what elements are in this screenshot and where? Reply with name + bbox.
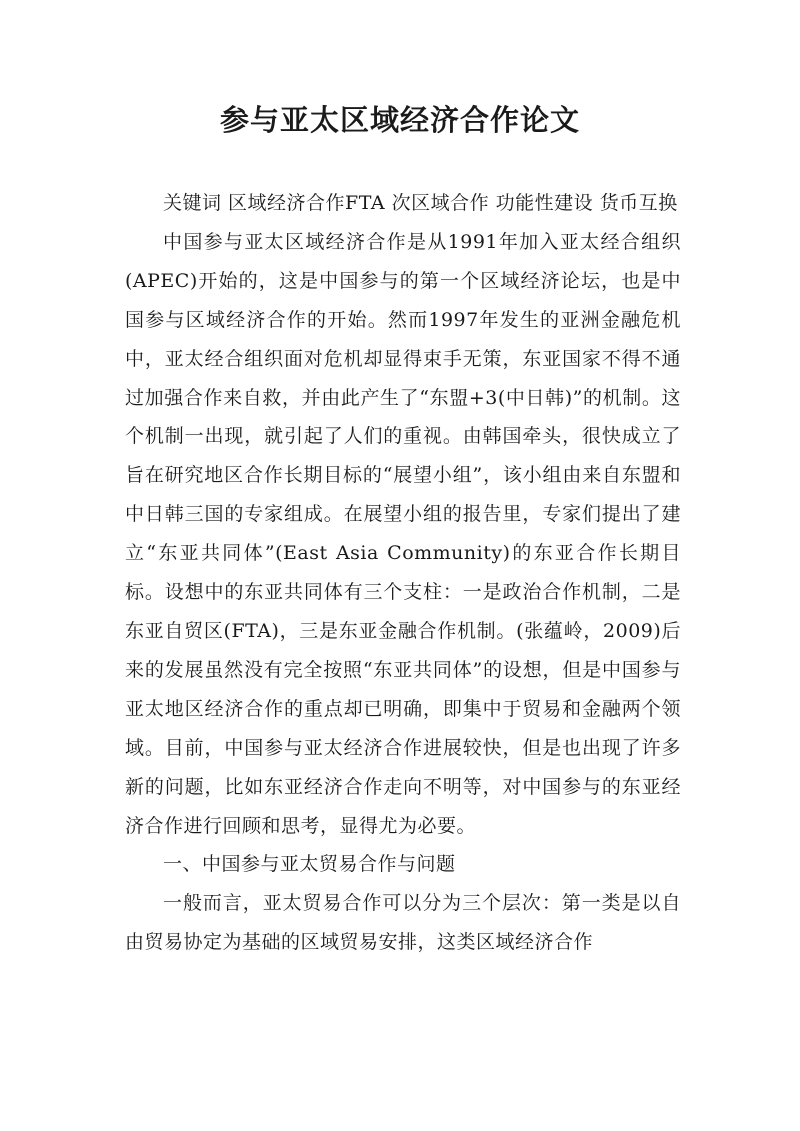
intro-paragraph: 中国参与亚太区域经济合作是从1991年加入亚太经合组织(APEC)开始的，这是中国参与的第一个区域经济论坛，也是中国参与区域经济合作的开始。然而1997年发生的亚洲金融危机中，亚太经合组织面对危机却显得束手无策，东亚国家不得不通过加强合作来自救，并由此产生了“东盟+3(中日韩)”的机制。这个机制一出现，就引起了人们的重视。由韩国牵头，很快成立了旨在研究地区合作长期目标的“展望小组”，该小组由来自东盟和中日韩三国的专家组成。在展望小组的报告里，专家们提出了建立“东亚共同体”(East Asia Community)的东亚合作长期目标。设想中的东亚共同体有三个支柱：一是政治合作机制，二是东亚自贸区(FTA)，三是东亚金融合作机制。(张蕴岭，2009)后来的发展虽然没有完全按照“东亚共同体”的设想，但是中国参与亚太地区经济合作的重点却已明确，即集中于贸易和金融两个领域。目前，中国参与亚太经济合作进展较快，但是也出现了许多新的问题，比如东亚经济合作走向不明等，对中国参与的东亚经济合作进行回顾和思考，显得尤为必要。 bbox=[125, 230, 681, 837]
document-title: 参与亚太区域经济合作论文 bbox=[219, 103, 580, 137]
document-body bbox=[125, 184, 681, 962]
section-heading: 一、中国参与亚太贸易合作与问题 bbox=[163, 853, 456, 876]
keywords-paragraph: 关键词 区域经济合作FTA 次区域合作 功能性建设 货币互换 bbox=[163, 192, 678, 214]
section-paragraph: 一般而言，亚太贸易合作可以分为三个层次：第一类是以自由贸易协定为基础的区域贸易安排，这类区域经济合作 bbox=[125, 892, 681, 954]
